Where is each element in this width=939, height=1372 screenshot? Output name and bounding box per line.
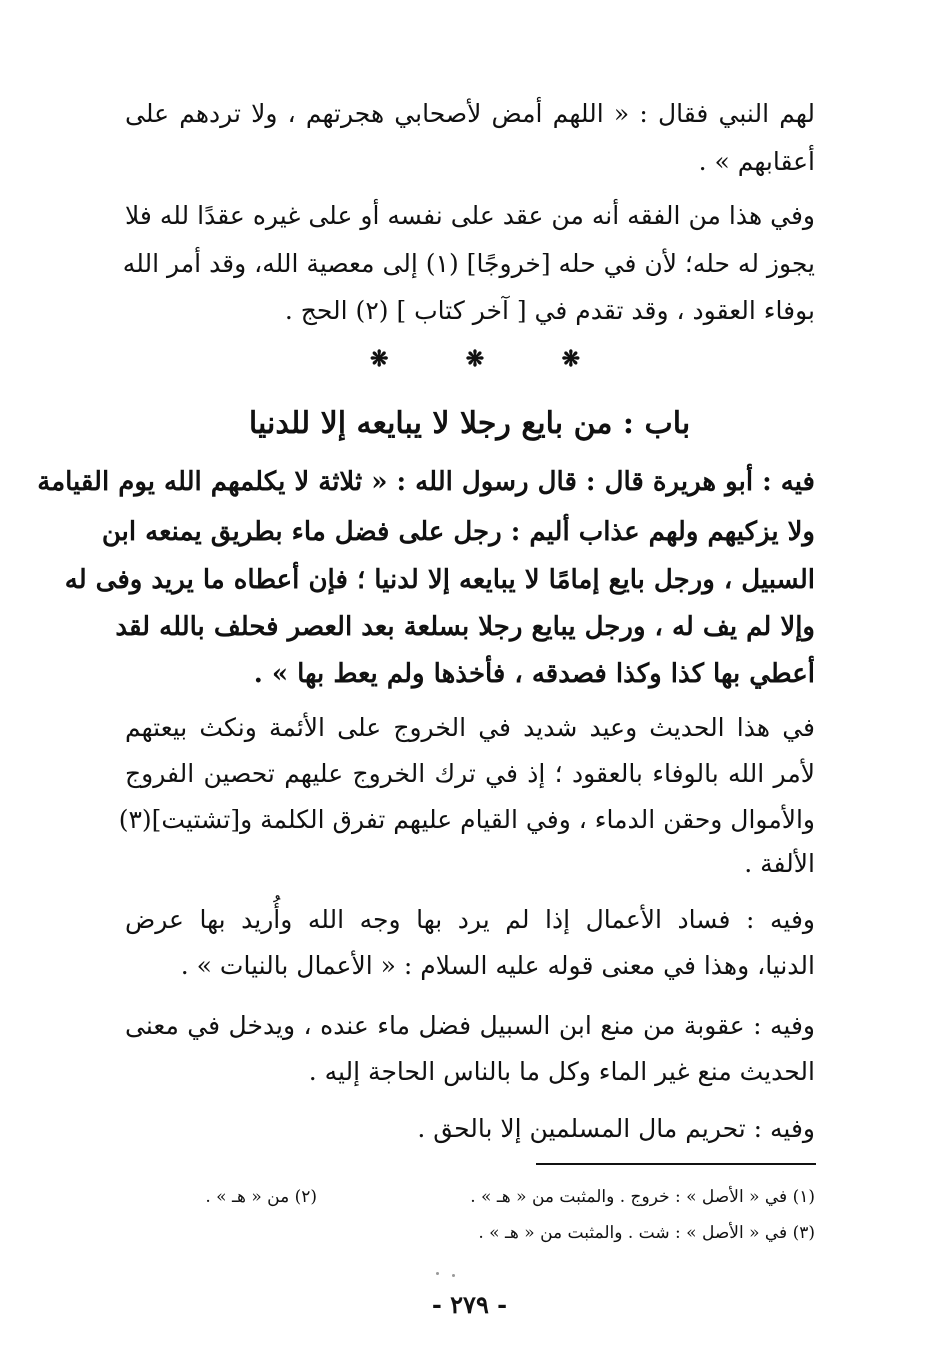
text-line: لأمر الله بالوفاء بالعقود ؛ إذ في ترك الخروج عليهم تحصين الفروج: [125, 759, 815, 788]
separator-star-icon: ❋: [561, 346, 580, 372]
hadith-line: وإلا لم يف له ، ورجل يبايع رجلا بسلعة بعد العصر فحلف بالله لقد: [115, 612, 815, 642]
hadith-line: السبيل ، ورجل بايع إمامًا لا يبايعه إلا لدنيا ؛ فإن أعطاه ما يريد وفى له: [64, 565, 815, 595]
section-separator: [370, 346, 580, 372]
text-line: يجوز له حله؛ لأن في حله [خروجًا] (١) إلى معصية الله، وقد أمر الله: [122, 249, 815, 278]
footnote: (٢) من « هـ » .: [205, 1187, 317, 1207]
text-line: لهم النبي فقال : « اللهم أمض لأصحابي هجرتهم ، ولا تردهم على: [125, 99, 815, 128]
text-line: أعقابهم » .: [698, 147, 815, 176]
text-line: الألفة .: [744, 849, 815, 878]
text-line: وفيه : فساد الأعمال إذا لم يرد بها وجه الله وأُريد بها عرض: [125, 905, 815, 934]
text-line: الحديث منع غير الماء وكل ما بالناس الحاجة إليه .: [308, 1057, 815, 1086]
text-line: والأموال وحقن الدماء ، وفي القيام عليهم تفرق الكلمة و[تشتيت](٣): [118, 805, 815, 834]
hadith-line: أعطي بها كذا وكذا فصدقه ، فأخذها ولم يعط بها » .: [253, 659, 815, 689]
footnote: (١) في « الأصل » : خروج . والمثبت من « هـ » .: [470, 1187, 815, 1207]
hadith-line: ولا يزكيهم ولهم عذاب أليم : رجل على فضل ماء بطريق يمنعه ابن: [101, 517, 815, 547]
text-line: وفيه : عقوبة من منع ابن السبيل فضل ماء عنده ، ويدخل في معنى: [125, 1011, 815, 1040]
text-line: الدنيا، وهذا في معنى قوله عليه السلام : « الأعمال بالنيات » .: [180, 951, 815, 980]
text-line: وفيه : تحريم مال المسلمين إلا بالحق .: [417, 1114, 815, 1143]
footnote-rule: [536, 1163, 816, 1165]
scan-speck: [452, 1274, 455, 1277]
text-line: بوفاء العقود ، وقد تقدم في [ آخر كتاب ] (٢) الحج .: [284, 296, 815, 325]
separator-star-icon: ❋: [370, 346, 389, 372]
text-line: في هذا الحديث وعيد شديد في الخروج على الأئمة ونكث بيعتهم: [125, 713, 815, 742]
chapter-heading: باب : من بايع رجلا لا يبايعه إلا للدنيا: [248, 406, 691, 441]
scan-speck: [436, 1272, 439, 1275]
text-line: وفي هذا من الفقه أنه من عقد على نفسه أو على غيره عقدًا لله فلا: [125, 201, 815, 230]
hadith-line: فيه : أبو هريرة قال : قال رسول الله : « ثلاثة لا يكلمهم الله يوم القيامة: [37, 467, 815, 497]
page-number: - ٢٧٩ -: [431, 1290, 508, 1319]
separator-star-icon: ❋: [465, 346, 485, 372]
footnote: (٣) في « الأصل » : شت . والمثبت من « هـ » .: [478, 1223, 815, 1243]
